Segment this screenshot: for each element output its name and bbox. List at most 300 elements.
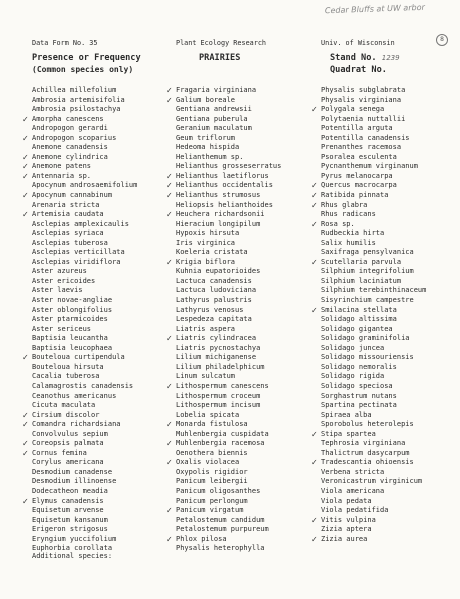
checkmark-icon: ✓ bbox=[311, 219, 318, 229]
species-name: Physalis heterophylla bbox=[176, 544, 265, 553]
checkmark-icon: ✓ bbox=[311, 515, 318, 525]
checkmark-icon: ✓ bbox=[166, 506, 173, 516]
species-row bbox=[32, 86, 180, 96]
species-row bbox=[176, 124, 324, 134]
species-name: Cornus femina bbox=[32, 448, 87, 457]
species-row bbox=[32, 296, 180, 306]
checkmark-icon: ✓ bbox=[166, 458, 173, 468]
species-row bbox=[321, 497, 460, 507]
species-name: Helianthus strumosus bbox=[176, 191, 261, 200]
species-name: Arenaria stricta bbox=[32, 200, 100, 209]
checkmark-icon: ✓ bbox=[311, 429, 318, 439]
species-name: Spartina pectinata bbox=[321, 401, 397, 410]
species-row bbox=[22, 152, 180, 163]
species-row bbox=[176, 372, 324, 382]
species-row bbox=[176, 487, 324, 497]
species-name: Aster ericoides bbox=[32, 276, 96, 285]
species-name: Scutellaria parvula bbox=[321, 257, 402, 266]
species-row bbox=[321, 334, 460, 344]
species-row bbox=[176, 229, 324, 239]
species-name: Heliopsis helianthoides bbox=[176, 200, 273, 209]
species-row bbox=[176, 516, 324, 526]
checkmark-icon: ✓ bbox=[311, 257, 318, 267]
species-name: Helianthus laetiflorus bbox=[176, 171, 269, 180]
species-row bbox=[321, 401, 460, 411]
species-row bbox=[166, 171, 324, 182]
species-row bbox=[32, 382, 180, 392]
species-row bbox=[321, 506, 460, 516]
species-row bbox=[321, 296, 460, 306]
checkmark-icon: ✓ bbox=[311, 105, 318, 115]
species-name: Potentilla arguta bbox=[321, 124, 393, 133]
species-row bbox=[32, 229, 180, 239]
species-row bbox=[176, 220, 324, 230]
species-name: Corylus americana bbox=[32, 458, 104, 467]
species-row bbox=[166, 86, 324, 96]
species-row bbox=[311, 219, 460, 230]
species-row bbox=[166, 191, 324, 201]
species-name: Silphium integrifolium bbox=[321, 267, 414, 276]
species-row bbox=[321, 344, 460, 354]
species-row bbox=[176, 143, 324, 153]
species-column-3 bbox=[311, 86, 460, 544]
checkmark-icon: ✓ bbox=[22, 114, 29, 124]
species-row bbox=[22, 191, 180, 201]
species-name: Aster azureus bbox=[32, 267, 87, 276]
checkmark-icon: ✓ bbox=[166, 381, 173, 391]
checkmark-icon: ✓ bbox=[22, 171, 29, 181]
species-name: Lespedeza capitata bbox=[176, 315, 252, 324]
species-row bbox=[32, 325, 180, 335]
species-row bbox=[32, 372, 180, 382]
species-name: Viola pedata bbox=[321, 496, 372, 505]
species-row bbox=[22, 353, 180, 363]
species-name: Asclepias syriaca bbox=[32, 229, 104, 238]
checkmark-icon: ✓ bbox=[22, 210, 29, 220]
species-row bbox=[321, 134, 460, 144]
species-row bbox=[176, 411, 324, 421]
species-name: Hypoxis hirsuta bbox=[176, 229, 240, 238]
species-row bbox=[176, 353, 324, 363]
species-row bbox=[32, 535, 180, 545]
species-name: Sisyrinchium campestre bbox=[321, 296, 414, 305]
species-name: Cicuta maculata bbox=[32, 401, 96, 410]
species-row bbox=[311, 105, 460, 115]
species-row bbox=[32, 258, 180, 268]
species-name: Linum sulcatum bbox=[176, 372, 236, 381]
species-name: Stipa spartea bbox=[321, 429, 376, 438]
species-row bbox=[176, 296, 324, 306]
species-row bbox=[311, 191, 460, 201]
checkmark-icon: ✓ bbox=[166, 181, 173, 191]
species-name: Ambrosia artemisifolia bbox=[32, 95, 125, 104]
species-name: Cacalia tuberosa bbox=[32, 372, 100, 381]
species-name: Liatris cylindracea bbox=[176, 334, 257, 343]
checkmark-icon: ✓ bbox=[311, 458, 318, 468]
checkmark-icon: ✓ bbox=[311, 534, 318, 544]
species-name: Viola americana bbox=[321, 486, 385, 495]
species-name: Antennaria sp. bbox=[32, 171, 92, 180]
species-name: Lactuca canadensis bbox=[176, 276, 252, 285]
species-name: Sorghastrum nutans bbox=[321, 391, 397, 400]
university: Univ. of Wisconsin bbox=[321, 39, 395, 47]
species-row bbox=[22, 114, 180, 125]
species-row bbox=[32, 277, 180, 287]
species-name: Andropogon gerardi bbox=[32, 124, 108, 133]
species-row bbox=[32, 392, 180, 402]
species-name: Viola pedatifida bbox=[321, 506, 389, 515]
checkmark-icon: ✓ bbox=[311, 200, 318, 210]
species-name: Muhlenbergia racemosa bbox=[176, 439, 265, 448]
checkmark-icon: ✓ bbox=[22, 448, 29, 458]
species-row bbox=[176, 277, 324, 287]
species-name: Lilium michiganense bbox=[176, 353, 257, 362]
species-name: Euphorbia corollata bbox=[32, 544, 113, 553]
species-row bbox=[311, 515, 460, 526]
species-row bbox=[32, 306, 180, 316]
species-row bbox=[321, 267, 460, 277]
species-row bbox=[321, 162, 460, 172]
species-name: Erigeron strigosus bbox=[32, 525, 108, 534]
species-name: Aster oblongifolius bbox=[32, 305, 113, 314]
checkmark-icon: ✓ bbox=[166, 171, 173, 181]
checkmark-icon: ✓ bbox=[22, 191, 29, 201]
species-row bbox=[176, 267, 324, 277]
species-name: Lilium philadelphicum bbox=[176, 362, 265, 371]
stand-label: Stand No. bbox=[330, 53, 377, 63]
species-row bbox=[176, 134, 324, 144]
species-name: Pycnanthemum virginanum bbox=[321, 162, 418, 171]
species-name: Panicum oligosanthes bbox=[176, 486, 261, 495]
checkmark-icon: ✓ bbox=[311, 191, 318, 201]
species-row bbox=[176, 392, 324, 402]
species-name: Smilacina stellata bbox=[321, 305, 397, 314]
species-name: Lithospermum incisum bbox=[176, 401, 261, 410]
species-row bbox=[311, 200, 460, 211]
species-row bbox=[176, 544, 324, 554]
species-name: Helianthus grosseserratus bbox=[176, 162, 282, 171]
species-name: Ratibida pinnata bbox=[321, 191, 389, 200]
species-name: Solidago altissima bbox=[321, 315, 397, 324]
species-row bbox=[22, 133, 180, 144]
species-name: Heuchera richardsonii bbox=[176, 210, 265, 219]
species-row bbox=[176, 363, 324, 373]
species-name: Spiraea alba bbox=[321, 410, 372, 419]
checkmark-icon: ✓ bbox=[22, 152, 29, 162]
species-row bbox=[22, 496, 180, 507]
checkmark-icon: ✓ bbox=[166, 534, 173, 544]
checkmark-icon: ✓ bbox=[22, 496, 29, 506]
species-name: Baptisia leucophaea bbox=[32, 343, 113, 352]
species-name: Amorpha canescens bbox=[32, 114, 104, 123]
species-name: Geranium maculatum bbox=[176, 124, 252, 133]
species-name: Salix humilis bbox=[321, 238, 376, 247]
species-name: Silphium laciniatum bbox=[321, 276, 402, 285]
species-name: Asclepias viridiflora bbox=[32, 257, 121, 266]
species-name: Liatris pycnostachya bbox=[176, 343, 261, 352]
species-name: Lactuca ludoviciana bbox=[176, 286, 257, 295]
species-row bbox=[321, 143, 460, 153]
species-row bbox=[176, 162, 324, 172]
species-row bbox=[176, 468, 324, 478]
checkmark-icon: ✓ bbox=[22, 162, 29, 172]
species-row bbox=[32, 105, 180, 115]
species-name: Iris virginica bbox=[176, 238, 236, 247]
species-row bbox=[32, 516, 180, 526]
organization: Plant Ecology Research bbox=[176, 39, 267, 47]
species-row bbox=[321, 449, 460, 459]
species-name: Koeleria cristata bbox=[176, 248, 248, 257]
species-row bbox=[32, 96, 180, 106]
species-row bbox=[321, 353, 460, 363]
species-name: Thalictrum dasycarpum bbox=[321, 448, 410, 457]
species-row bbox=[176, 325, 324, 335]
checkmark-icon: ✓ bbox=[22, 439, 29, 449]
species-name: Polytaenia nuttallii bbox=[321, 114, 406, 123]
species-row bbox=[176, 401, 324, 411]
species-row bbox=[32, 363, 180, 373]
checkmark-icon: ✓ bbox=[166, 334, 173, 344]
species-row bbox=[22, 420, 180, 430]
species-name: Eryngium yuccifolium bbox=[32, 534, 117, 543]
species-row bbox=[176, 344, 324, 354]
species-row bbox=[32, 201, 180, 211]
species-name: Galium boreale bbox=[176, 95, 236, 104]
species-row bbox=[321, 315, 460, 325]
common-species-note: (Common species only) bbox=[32, 65, 134, 74]
circled-page-mark: 8 bbox=[436, 34, 448, 46]
species-row bbox=[176, 497, 324, 507]
species-row bbox=[321, 382, 460, 392]
species-name: Panicum virgatum bbox=[176, 506, 244, 515]
species-column-2 bbox=[166, 86, 324, 554]
species-name: Muhlenbergia cuspidata bbox=[176, 429, 269, 438]
checkmark-icon: ✓ bbox=[166, 95, 173, 105]
species-name: Tephrosia virginiana bbox=[321, 439, 406, 448]
species-row bbox=[32, 220, 180, 230]
species-row bbox=[32, 334, 180, 344]
species-row bbox=[321, 172, 460, 182]
species-name: Apocynum androsaemifolium bbox=[32, 181, 138, 190]
species-name: Verbena stricta bbox=[321, 467, 385, 476]
species-row bbox=[321, 325, 460, 335]
species-name: Rudbeckia hirta bbox=[321, 229, 385, 238]
checkmark-icon: ✓ bbox=[22, 353, 29, 363]
species-name: Anemone canadensis bbox=[32, 143, 108, 152]
checkmark-icon: ✓ bbox=[22, 410, 29, 420]
checkmark-icon: ✓ bbox=[311, 181, 318, 191]
species-row bbox=[32, 315, 180, 325]
species-name: Andropogon scoparius bbox=[32, 133, 117, 142]
species-row bbox=[32, 430, 180, 440]
checkmark-icon: ✓ bbox=[22, 420, 29, 430]
species-row bbox=[176, 105, 324, 115]
species-row bbox=[32, 487, 180, 497]
species-row bbox=[311, 458, 460, 468]
species-name: Aster ptarmicoides bbox=[32, 315, 108, 324]
species-name: Aster laevis bbox=[32, 286, 83, 295]
species-row bbox=[176, 248, 324, 258]
form-title: PRAIRIES bbox=[199, 53, 241, 63]
species-name: Zizia aurea bbox=[321, 534, 368, 543]
species-row bbox=[32, 239, 180, 249]
species-row bbox=[321, 468, 460, 478]
species-row bbox=[22, 439, 180, 449]
species-row bbox=[32, 143, 180, 153]
species-name: Rhus radicans bbox=[321, 210, 376, 219]
species-name: Sporobolus heterolepis bbox=[321, 420, 414, 429]
species-row bbox=[311, 429, 460, 440]
species-name: Asclepias amplexicaulis bbox=[32, 219, 129, 228]
species-name: Gentiana puberula bbox=[176, 114, 248, 123]
species-name: Bouteloua hirsuta bbox=[32, 362, 104, 371]
species-row bbox=[32, 267, 180, 277]
species-row bbox=[176, 525, 324, 535]
species-name: Anemone cylindrica bbox=[32, 152, 108, 161]
handwritten-note: Cedar Bluffs at UW arbor bbox=[324, 2, 425, 16]
species-name: Silphium terebinthinaceum bbox=[321, 286, 427, 295]
species-row bbox=[176, 430, 324, 440]
species-name: Solidago missouriensis bbox=[321, 353, 414, 362]
species-name: Veronicastrum virginicum bbox=[321, 477, 423, 486]
species-row bbox=[321, 411, 460, 421]
species-row bbox=[321, 229, 460, 239]
species-row bbox=[176, 449, 324, 459]
species-row bbox=[32, 506, 180, 516]
additional-species-label: Additional species: bbox=[32, 552, 113, 560]
species-row bbox=[321, 153, 460, 163]
species-name: Hedeoma hispida bbox=[176, 143, 240, 152]
species-name: Achillea millefolium bbox=[32, 86, 117, 94]
species-name: Ceanothus americanus bbox=[32, 391, 117, 400]
species-row bbox=[32, 248, 180, 258]
species-name: Physalis subglabrata bbox=[321, 86, 406, 94]
species-name: Geum triflorum bbox=[176, 133, 236, 142]
species-name: Saxifraga pensylvanica bbox=[321, 248, 414, 257]
species-name: Lobelia spicata bbox=[176, 410, 240, 419]
species-name: Panicum perlongum bbox=[176, 496, 248, 505]
species-name: Apocynum cannabinum bbox=[32, 191, 113, 200]
species-row bbox=[176, 477, 324, 487]
species-name: Zizia aptera bbox=[321, 525, 372, 534]
species-name: Elymus canadensis bbox=[32, 496, 104, 505]
quadrat-number: Quadrat No. bbox=[330, 65, 387, 75]
species-name: Liatris aspera bbox=[176, 324, 236, 333]
species-row bbox=[321, 372, 460, 382]
species-row bbox=[22, 171, 180, 182]
stand-number bbox=[330, 53, 400, 63]
species-name: Hieracium longipilum bbox=[176, 219, 261, 228]
species-row bbox=[321, 420, 460, 430]
species-row bbox=[166, 458, 324, 468]
species-row bbox=[176, 286, 324, 296]
species-name: Petalostemum purpureum bbox=[176, 525, 269, 534]
species-name: Fragaria virginiana bbox=[176, 86, 257, 94]
species-name: Lathyrus palustris bbox=[176, 296, 252, 305]
species-name: Dodecatheon meadia bbox=[32, 486, 108, 495]
species-name: Oxypolis rigidior bbox=[176, 467, 248, 476]
species-name: Psoralea esculenta bbox=[321, 152, 397, 161]
species-row bbox=[32, 468, 180, 478]
species-name: Vitis vulpina bbox=[321, 515, 376, 524]
species-row bbox=[166, 334, 324, 344]
species-row bbox=[166, 534, 324, 545]
checkmark-icon: ✓ bbox=[166, 191, 173, 201]
species-row bbox=[321, 363, 460, 373]
species-name: Convolvulus sepium bbox=[32, 429, 108, 438]
species-row bbox=[321, 487, 460, 497]
species-row bbox=[22, 210, 180, 220]
species-name: Asclepias verticillata bbox=[32, 248, 125, 257]
species-row bbox=[22, 410, 180, 421]
species-name: Bouteloua curtipendula bbox=[32, 353, 125, 362]
species-name: Equisetum arvense bbox=[32, 506, 104, 515]
species-row bbox=[166, 439, 324, 449]
species-name: Anemone patens bbox=[32, 162, 92, 171]
species-name: Ambrosia psilostachya bbox=[32, 105, 121, 114]
species-row bbox=[176, 201, 324, 211]
species-name: Physalis virginiana bbox=[321, 95, 402, 104]
species-name: Calamagrostis canadensis bbox=[32, 381, 134, 390]
species-row bbox=[321, 239, 460, 249]
species-name: Coreopsis palmata bbox=[32, 439, 104, 448]
species-name: Solidago speciosa bbox=[321, 381, 393, 390]
presence-heading: Presence or Frequency bbox=[32, 53, 141, 63]
species-row bbox=[32, 344, 180, 354]
species-row bbox=[176, 115, 324, 125]
species-row bbox=[321, 525, 460, 535]
species-row bbox=[321, 86, 460, 96]
species-name: Desmodium illinoense bbox=[32, 477, 117, 486]
species-row bbox=[176, 306, 324, 316]
species-name: Artemisia caudata bbox=[32, 210, 104, 219]
checkmark-icon: ✓ bbox=[22, 133, 29, 143]
species-row bbox=[321, 210, 460, 220]
species-row bbox=[311, 257, 460, 268]
species-name: Solidago gigantea bbox=[321, 324, 393, 333]
species-name: Monarda fistulosa bbox=[176, 420, 248, 429]
species-name: Solidago rigida bbox=[321, 372, 385, 381]
species-row bbox=[311, 534, 460, 545]
species-row bbox=[32, 124, 180, 134]
checkmark-icon: ✓ bbox=[166, 439, 173, 449]
species-row bbox=[166, 381, 324, 392]
species-name: Solidago nemoralis bbox=[321, 362, 397, 371]
species-name: Rhus glabra bbox=[321, 200, 368, 209]
species-name: Gentiana andrewsii bbox=[176, 105, 252, 114]
species-row bbox=[22, 162, 180, 172]
species-name: Tradescantia ohioensis bbox=[321, 458, 414, 467]
species-name: Quercus macrocarpa bbox=[321, 181, 397, 190]
species-row bbox=[321, 392, 460, 402]
species-row bbox=[32, 458, 180, 468]
species-name: Solidago graminifolia bbox=[321, 334, 410, 343]
species-name: Lithospermum canescens bbox=[176, 381, 269, 390]
species-name: Oxalis violacea bbox=[176, 458, 240, 467]
species-row bbox=[32, 181, 180, 191]
checkmark-icon: ✓ bbox=[311, 305, 318, 315]
species-name: Helianthemum sp. bbox=[176, 152, 244, 161]
species-name: Cirsium discolor bbox=[32, 410, 100, 419]
species-row bbox=[166, 420, 324, 430]
species-row bbox=[321, 124, 460, 134]
species-column-1 bbox=[22, 86, 180, 554]
species-row bbox=[166, 210, 324, 220]
species-row bbox=[166, 95, 324, 106]
species-name: Rosa sp. bbox=[321, 219, 355, 228]
species-row bbox=[22, 448, 180, 459]
species-row bbox=[321, 248, 460, 258]
